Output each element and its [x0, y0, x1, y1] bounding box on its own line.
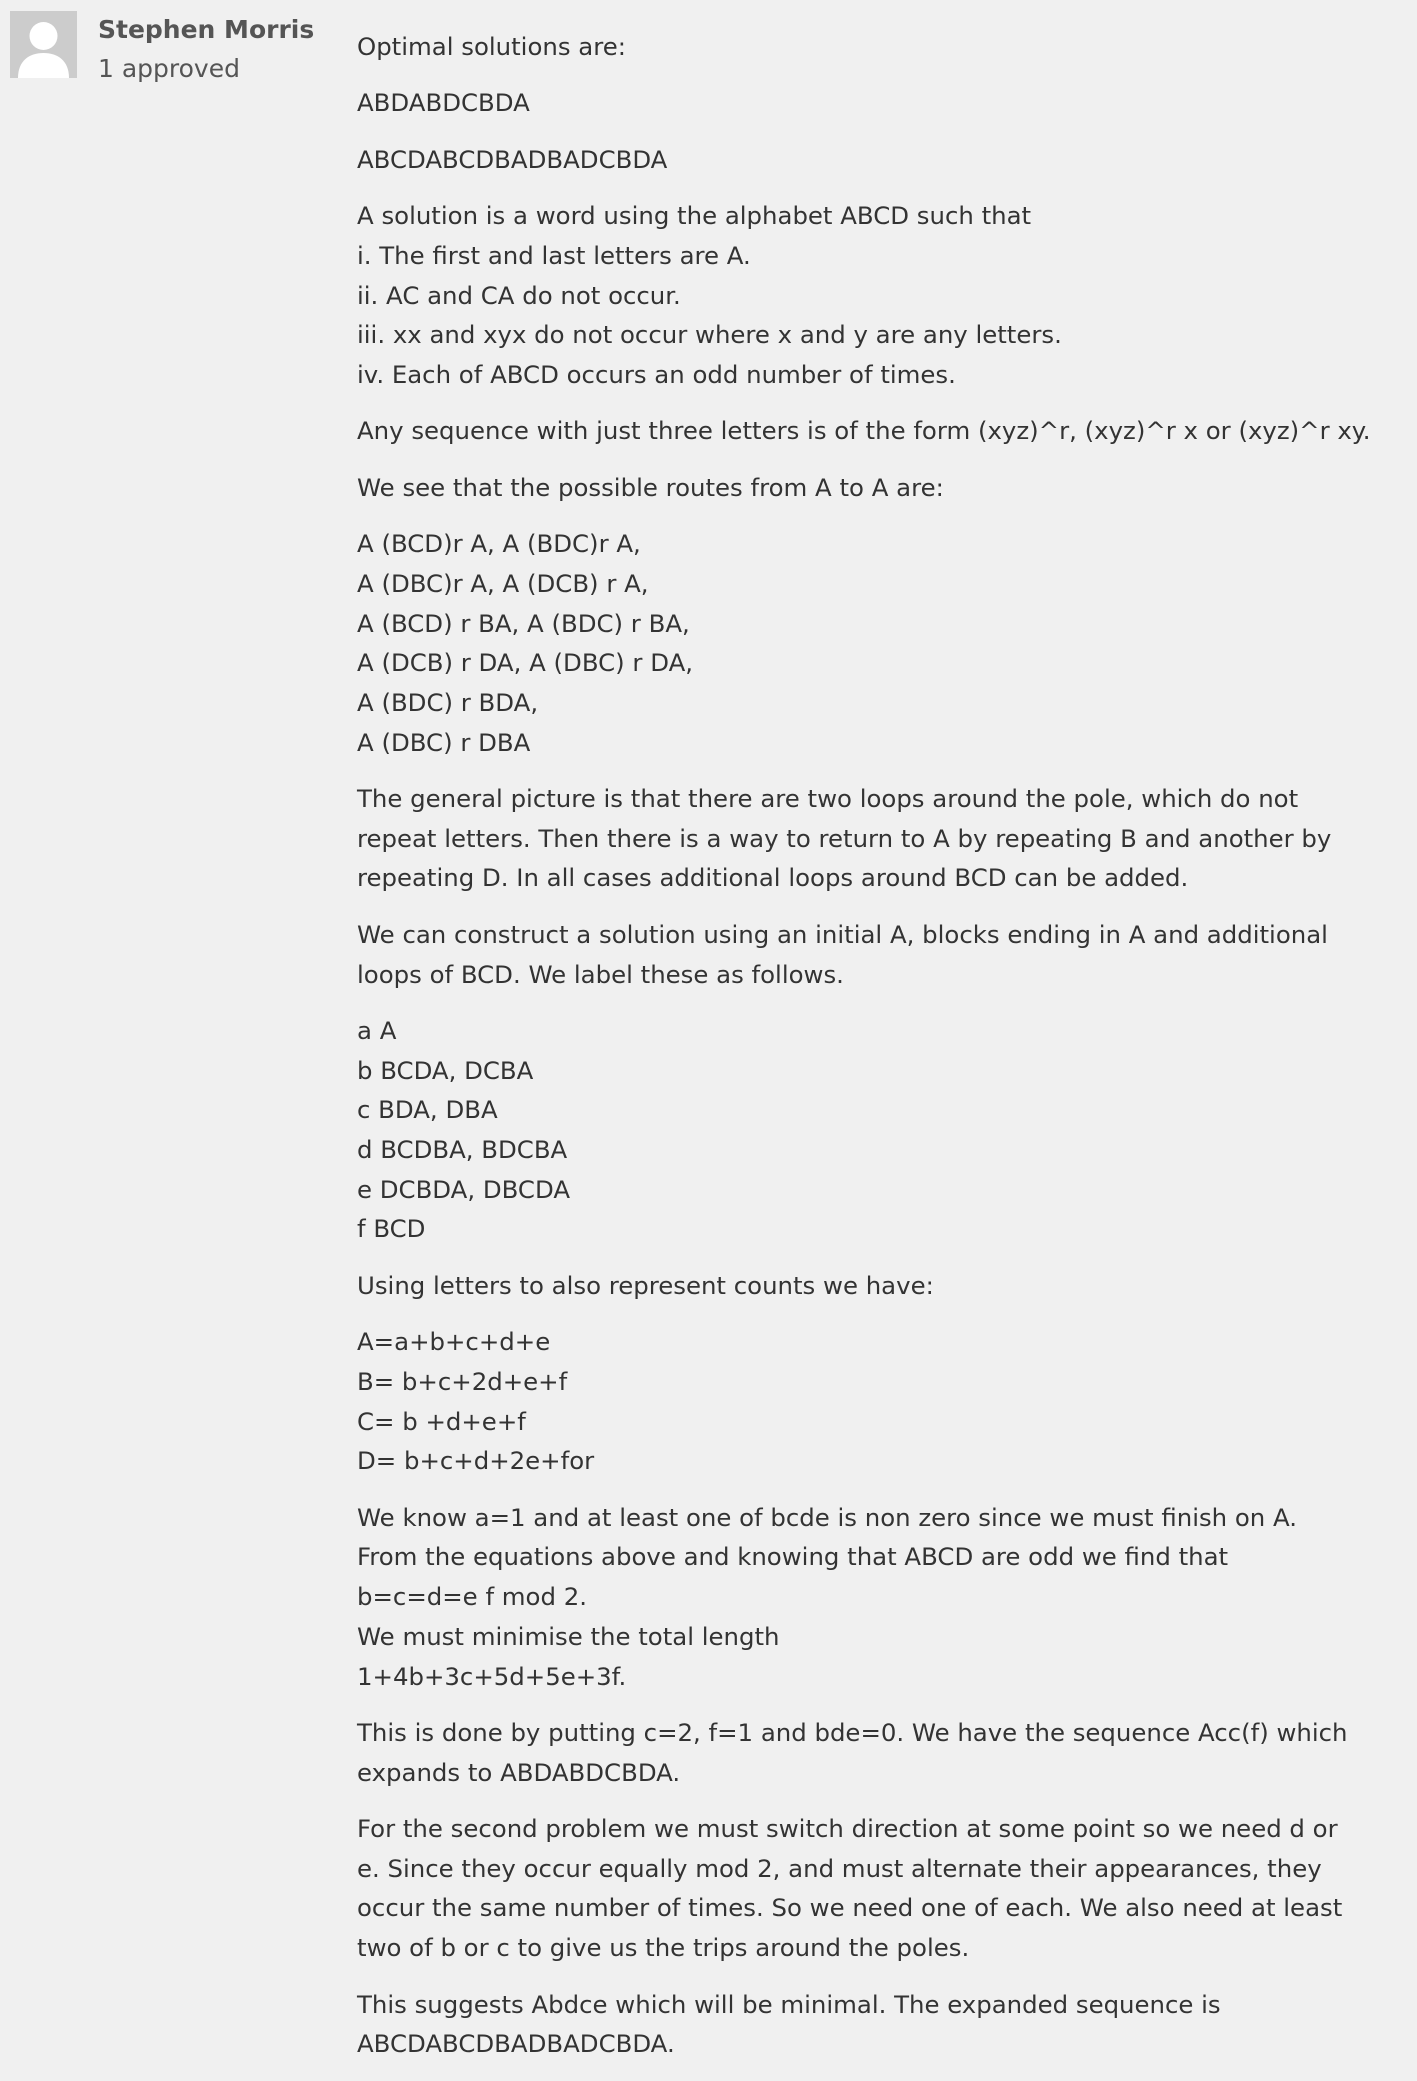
comment-line: c BDA, DBA [357, 1095, 498, 1125]
comment-line: A (DCB) r DA, A (DBC) r DA, [357, 648, 694, 678]
comment-line: i. The first and last letters are A. [357, 240, 751, 270]
comment-paragraph [357, 1498, 1407, 1697]
comment-paragraph [357, 196, 1407, 395]
comment-line: ii. AC and CA do not occur. [357, 280, 681, 310]
comment-line: Optimal solutions are: [357, 32, 626, 61]
author-name[interactable]: Stephen Morris [98, 15, 315, 44]
comment-line: two of b or c to give us the trips around the poles. [357, 1933, 970, 1963]
comment-paragraph [357, 1713, 1407, 1792]
comment-line: A solution is a word using the alphabet ABCD such that [357, 201, 1032, 231]
comment-line: d BCDBA, BDCBA [357, 1135, 568, 1165]
comment-line: a A [357, 1015, 397, 1045]
comment-line: C= b +d+e+f [357, 1406, 526, 1436]
comment-line: D= b+c+d+2e+for [357, 1446, 595, 1476]
comment-line: We see that the possible routes from A to A are: [357, 472, 944, 502]
comment-line: repeating D. In all cases additional loops around BCD can be added. [357, 863, 1189, 893]
comment-line: iii. xx and xyx do not occur where x and y are any letters. [357, 320, 1062, 350]
comment-line: B= b+c+2d+e+f [357, 1366, 568, 1396]
comment-paragraph [357, 468, 1407, 508]
comment-line: A (BCD) r BA, A (BDC) r BA, [357, 608, 690, 638]
comment-line: We know a=1 and at least one of bcde is non zero since we must finish on A. [357, 1502, 1298, 1532]
author-approval-status: 1 approved [98, 54, 240, 83]
comment-line: ABCDABCDBADBADCBDA [357, 144, 668, 174]
comment-paragraph [357, 411, 1407, 451]
comment-line: ABDABDCBDA [357, 88, 530, 118]
avatar[interactable] [10, 11, 77, 78]
comment-line: The general picture is that there are two loops around the pole, which do not [357, 784, 1299, 814]
comment-paragraph [357, 1266, 1407, 1306]
comment-paragraph [357, 779, 1407, 898]
comment-paragraph [357, 27, 1407, 67]
comment-line: Any sequence with just three letters is of the form (xyz)^r, (xyz)^r x or (xyz)^r xy. [357, 416, 1371, 446]
comment-line: e DCBDA, DBCDA [357, 1174, 571, 1204]
comment-paragraph [357, 915, 1407, 994]
comment-line: Using letters to also represent counts we have: [357, 1270, 934, 1300]
comment-line: A (DBC)r A, A (DCB) r A, [357, 568, 649, 598]
comment-line: A (BCD)r A, A (BDC)r A, [357, 529, 641, 559]
comment-line: ABCDABCDBADBADCBDA. [357, 2029, 675, 2059]
comment-line: From the equations above and knowing that ABCD are odd we find that [357, 1542, 1229, 1572]
comment-line: A (BDC) r BDA, [357, 687, 539, 717]
comment-line: This suggests Abdce which will be minimal. The expanded sequence is [357, 1989, 1221, 2019]
comment-line: expands to ABDABDCBDA. [357, 1757, 681, 1787]
comment-line: We can construct a solution using an initial A, blocks ending in A and additional [357, 919, 1328, 949]
default-user-icon [10, 11, 77, 78]
comment-paragraph [357, 140, 1407, 180]
comment-line: f BCD [357, 1214, 426, 1244]
comment-line: iv. Each of ABCD occurs an odd number of times. [357, 359, 956, 389]
comment-line: b BCDA, DCBA [357, 1055, 534, 1085]
comment-line: A=a+b+c+d+e [357, 1327, 551, 1357]
comment-line: For the second problem we must switch direction at some point so we need d or [357, 1814, 1338, 1844]
comment-line: b=c=d=e f mod 2. [357, 1582, 587, 1612]
comment-paragraph [357, 83, 1407, 123]
comment-paragraph [357, 1322, 1407, 1481]
comment-line: A (DBC) r DBA [357, 727, 531, 757]
comment-author [98, 12, 338, 87]
comment-paragraph [357, 1985, 1407, 2064]
comment-line: loops of BCD. We label these as follows. [357, 959, 844, 989]
comment-line: We must minimise the total length [357, 1621, 780, 1651]
comment-line: repeat letters. Then there is a way to return to A by repeating B and another by [357, 823, 1332, 853]
comment-paragraph [357, 1809, 1407, 1968]
comment-line: This is done by putting c=2, f=1 and bde=0. We have the sequence Acc(f) which [357, 1717, 1348, 1747]
comment-line: e. Since they occur equally mod 2, and must alternate their appearances, they [357, 1853, 1322, 1883]
comment-body [357, 27, 1407, 2081]
comment-paragraph [357, 524, 1407, 762]
comment-paragraph [357, 1011, 1407, 1249]
comment-line: occur the same number of times. So we need one of each. We also need at least [357, 1893, 1343, 1923]
comment-line: 1+4b+3c+5d+5e+3f. [357, 1661, 627, 1691]
